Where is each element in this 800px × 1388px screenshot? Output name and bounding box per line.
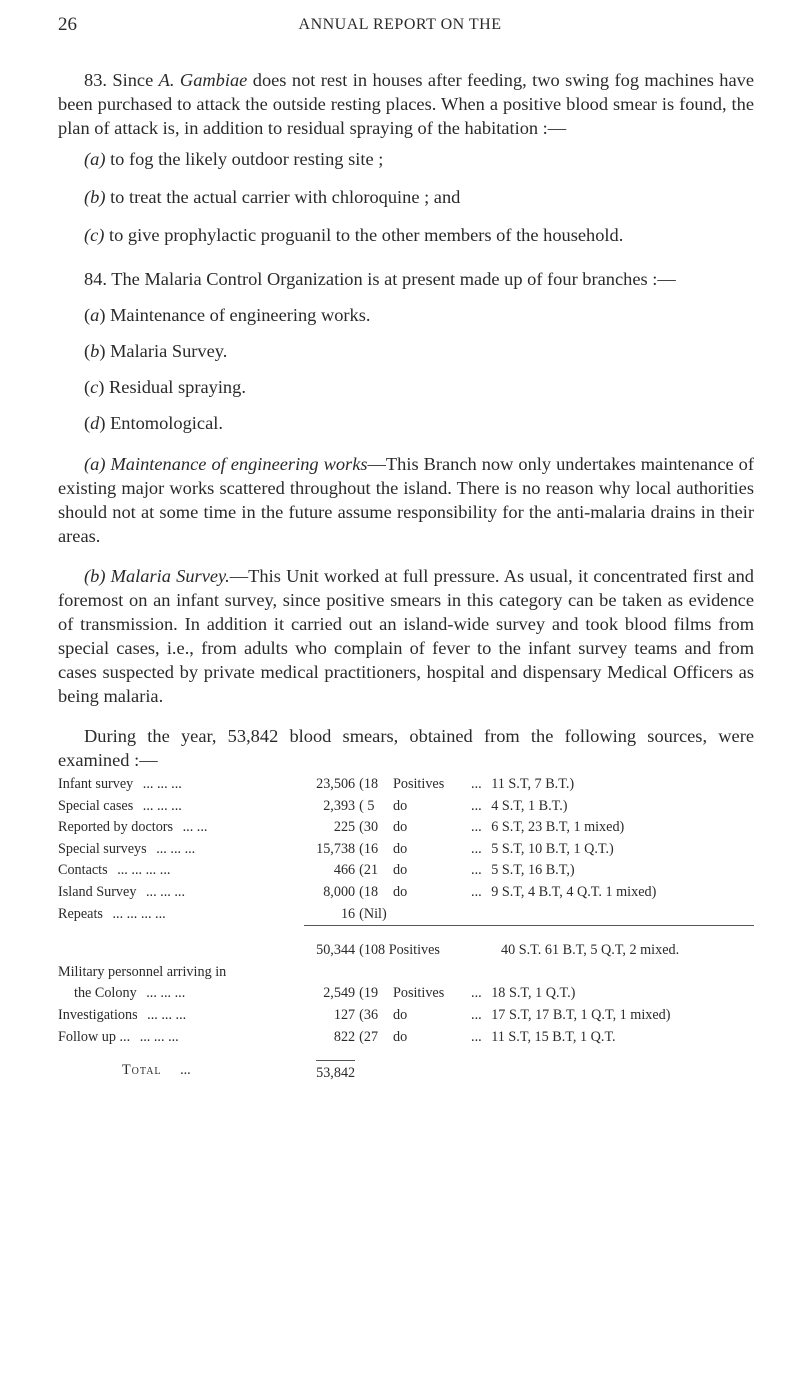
detail-cell: ... 18 S.T, 1 Q.T.)	[471, 985, 576, 1002]
page-number: 26	[58, 14, 77, 35]
label-cell: Positives	[392, 776, 445, 792]
source-cell: Investigations ... ... ...	[58, 1006, 187, 1023]
positives-cell: (18	[359, 883, 379, 900]
label-cell: do	[392, 819, 408, 836]
table-row	[58, 839, 754, 861]
positives-cell: (Nil)	[359, 905, 387, 922]
detail-cell: ... 17 S.T, 17 B.T, 1 Q.T, 1 mixed)	[471, 1006, 671, 1023]
detail-cell: ... 6 S.T, 23 B.T, 1 mixed)	[471, 819, 625, 836]
subtotal-rule	[304, 936, 754, 951]
attack-item-a: (a) to fog the likely outdoor resting site ;	[84, 149, 384, 169]
detail-cell: ... 5 S.T, 16 B.T,)	[471, 862, 575, 879]
positives-cell: (18	[359, 776, 379, 792]
label-cell: do	[392, 862, 408, 879]
table-row	[58, 1005, 754, 1027]
detail-cell	[471, 904, 754, 926]
label-cell: do	[392, 840, 408, 857]
section-a-paragraph: (a) Maintenance of engineering works—This Branch now only undertakes maintenance of existing major works scattered throughout the island. There is no reason why local authorities should not at some time in the future assume responsibility for the anti-malaria drains in their areas.	[58, 454, 754, 546]
page-body	[58, 68, 754, 1085]
detail-cell: ... 5 S.T, 10 B.T, 1 Q.T.)	[471, 840, 614, 857]
blood-smear-table	[58, 774, 754, 1085]
positives-cell: (36	[359, 1006, 379, 1023]
label-cell: do	[392, 1028, 408, 1045]
positives-cell: (19	[359, 985, 379, 1002]
paragraph-84: 84. The Malaria Control Organization is at present made up of four branches :—	[84, 269, 676, 289]
source-cell: Reported by doctors ... ...	[58, 819, 208, 836]
source-cell: Special cases ... ... ...	[58, 797, 182, 814]
count-cell: 8,000	[323, 883, 356, 900]
running-head: ANNUAL REPORT ON THE	[298, 16, 502, 33]
count-cell: 2,393	[323, 797, 356, 814]
positives-cell: (30	[359, 819, 379, 836]
label-cell: do	[392, 797, 408, 814]
branch-b: (b) Malaria Survey.	[84, 341, 228, 361]
label-cell: Positives	[392, 985, 445, 1002]
detail-cell: ... 11 S.T, 15 B.T, 1 Q.T.	[471, 1028, 616, 1045]
positives-cell: (16	[359, 840, 379, 857]
total-count: 53,842	[304, 1060, 359, 1085]
count-cell: 466	[333, 862, 356, 879]
detail-cell: ... 11 S.T, 7 B.T.)	[471, 776, 575, 792]
detail-cell: ... 9 S.T, 4 B.T, 4 Q.T. 1 mixed)	[471, 883, 657, 900]
source-cell: Special surveys ... ... ...	[58, 840, 196, 857]
table-row	[58, 962, 754, 1005]
table-row	[58, 860, 754, 882]
table-row	[58, 774, 754, 796]
branch-c: (c) Residual spraying.	[84, 377, 246, 397]
count-cell: 23,506	[316, 776, 356, 792]
count-cell: 225	[333, 819, 356, 836]
attack-item-c: (c) to give prophylactic proguanil to the other members of the household.	[84, 225, 624, 245]
positives-cell: (21	[359, 862, 379, 879]
source-cell: Infant survey ... ... ...	[58, 776, 182, 792]
count-cell: 2,549	[323, 985, 356, 1002]
section-b-paragraph: (b) Malaria Survey.—This Unit worked at full pressure. As usual, it concentrated first and foremost on an infant survey, since positive smears in this category can be taken as evidence of transmission. In addition it carried out an island-wide survey and took blood films from special cases, i.e., from adults who complain of fever to the infant survey teams and from cases suspected by private medical practitioners, hospital and dispensary Medical Officers as being malaria.	[58, 566, 754, 706]
count-cell: 15,738	[316, 840, 356, 857]
label-cell	[387, 904, 471, 926]
table-intro: During the year, 53,842 blood smears, obtained from the following sources, were examined :—	[58, 726, 754, 770]
source-cell: Contacts ... ... ... ...	[58, 862, 171, 879]
count-cell: 822	[333, 1028, 356, 1045]
detail-cell: ... 4 S.T, 1 B.T.)	[471, 797, 568, 814]
section-b-heading: (b) Malaria Survey.	[84, 566, 230, 586]
species-name: A. Gambiae	[158, 70, 248, 90]
table-row	[58, 796, 754, 818]
subtotal-row: 50,344 (108 Positives 40 S.T. 61 B.T, 5 Q.T, 2 mixed.	[58, 940, 754, 962]
total-label: Total	[122, 1062, 162, 1079]
positives-cell: ( 5	[359, 797, 375, 814]
table-row	[58, 1027, 754, 1049]
table-row	[58, 882, 754, 904]
attack-item-b: (b) to treat the actual carrier with chloroquine ; and	[84, 187, 461, 207]
source-cell: Follow up ... ... ... ...	[58, 1028, 179, 1045]
table-row	[58, 817, 754, 839]
source-cell: Island Survey ... ... ...	[58, 883, 185, 900]
page-header	[0, 14, 800, 44]
branch-a: (a) Maintenance of engineering works.	[84, 305, 371, 325]
count-cell: 16	[340, 905, 356, 922]
source-cell: Repeats ... ... ... ...	[58, 905, 166, 922]
paragraph-83: 83. Since A. Gambiae does not rest in houses after feeding, two swing fog machines have been purchased to attack the outside resting places. When a positive blood smear is found, the plan of attack is, in addition to residual spraying of the habitation :—	[58, 70, 755, 138]
branch-d: (d) Entomological.	[84, 413, 223, 433]
subtotal-count: 50,344	[316, 942, 356, 959]
label-cell: do	[392, 1006, 408, 1023]
label-cell: do	[392, 883, 408, 900]
positives-cell: (27	[359, 1028, 379, 1045]
section-a-heading: (a) Maintenance of engineering works	[84, 454, 368, 474]
source-cell: Military personnel arriving in the Colony ... ... ...	[58, 963, 227, 1002]
table-row	[58, 904, 754, 926]
subtotal-detail: 40 S.T. 61 B.T, 5 Q.T, 2 mixed.	[501, 942, 680, 959]
total-row: Total ... 53,842	[58, 1060, 754, 1085]
count-cell: 127	[333, 1006, 356, 1023]
